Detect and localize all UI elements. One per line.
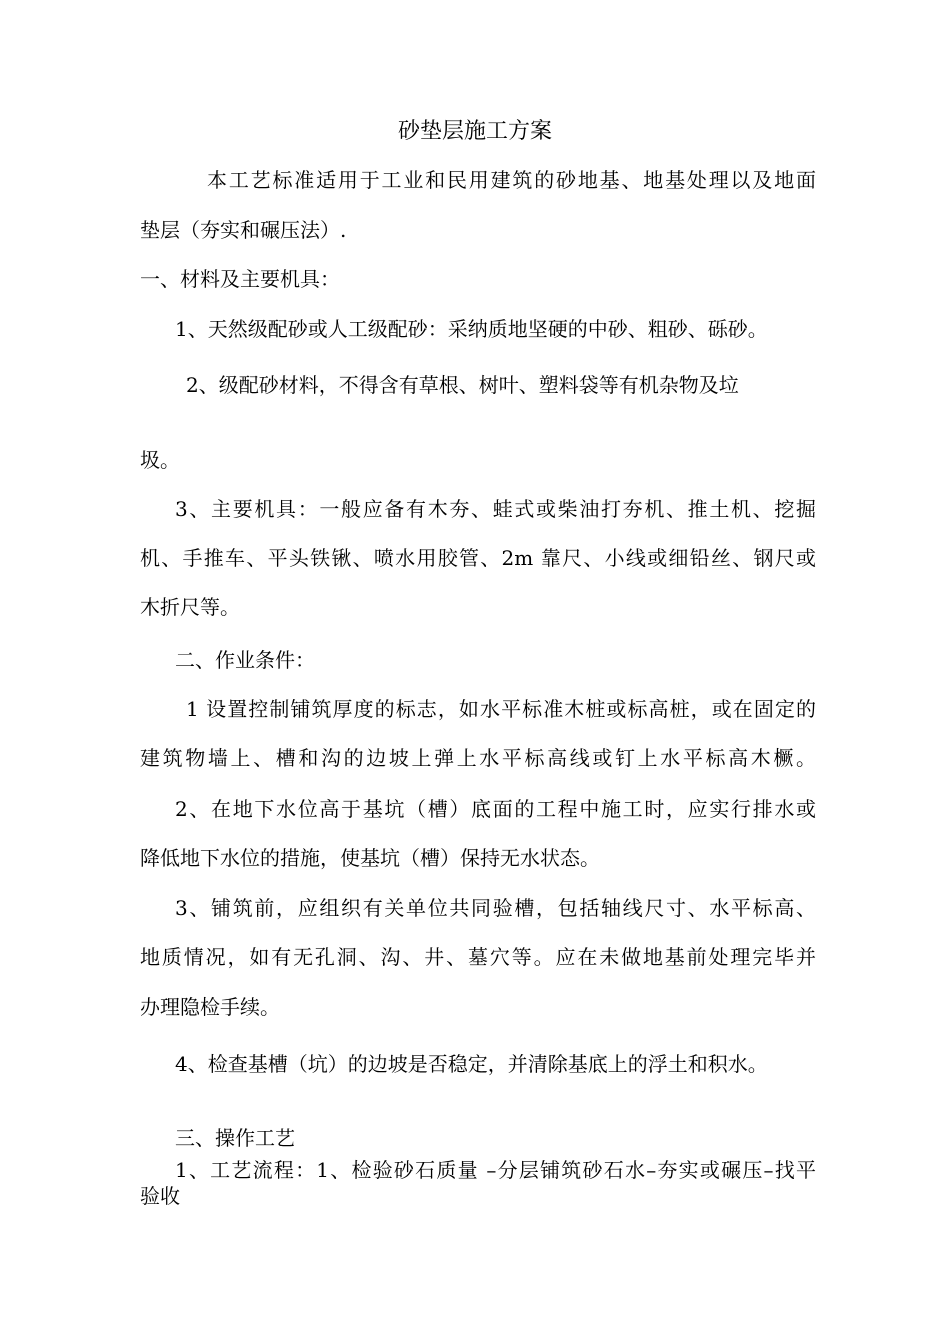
paragraph-line: 2、级配砂材料，不得含有草根、树叶、塑料袋等有机杂物及垃 xyxy=(186,373,739,397)
section-heading: 二、作业条件： xyxy=(175,648,315,672)
paragraph-line: 地质情况，如有无孔洞、沟、井、墓穴等。应在未做地基前处理完毕并 xyxy=(140,945,816,969)
section-heading: 一、材料及主要机具： xyxy=(140,267,340,291)
section-heading: 三、操作工艺 xyxy=(175,1126,295,1150)
paragraph-line: 2、在地下水位高于基坑（槽）底面的工程中施工时，应实行排水或 xyxy=(175,797,816,821)
paragraph-line: 3、主要机具：一般应备有木夯、蛙式或柴油打夯机、推土机、挖掘 xyxy=(175,497,816,521)
paragraph-line: 1、工艺流程：1、检验砂石质量 –分层铺筑砂石水–夯实或碾压–找平 xyxy=(175,1158,816,1182)
paragraph-line: 本工艺标准适用于工业和民用建筑的砂地基、地基处理以及地面 xyxy=(207,168,816,192)
paragraph-line: 1 设置控制铺筑厚度的标志，如水平标准木桩或标高桩，或在固定的 xyxy=(186,697,816,721)
paragraph-line: 圾。 xyxy=(140,448,180,472)
paragraph-line: 机、手推车、平头铁锹、喷水用胶管、2m 靠尺、小线或细铅丝、钢尺或 xyxy=(140,546,816,570)
paragraph-line: 1、天然级配砂或人工级配砂：采纳质地坚硬的中砂、粗砂、砾砂。 xyxy=(175,317,768,341)
document-title: 砂垫层施工方案 xyxy=(397,119,552,144)
paragraph-line: 4、检查基槽（坑）的边坡是否稳定，并清除基底上的浮土和积水。 xyxy=(175,1052,768,1076)
paragraph-line: 验收 xyxy=(140,1184,180,1208)
paragraph-line: 木折尺等。 xyxy=(140,595,240,619)
paragraph-line: 办理隐检手续。 xyxy=(140,995,280,1019)
paragraph-line: 降低地下水位的措施，使基坑（槽）保持无水状态。 xyxy=(140,846,600,870)
paragraph-line: 垫层（夯实和碾压法）. xyxy=(140,218,347,242)
paragraph-line: 3、铺筑前，应组织有关单位共同验槽，包括轴线尺寸、水平标高、 xyxy=(175,896,816,920)
paragraph-line: 建筑物墙上、槽和沟的边坡上弹上水平标高线或钉上水平标高木橛。 xyxy=(140,746,816,770)
